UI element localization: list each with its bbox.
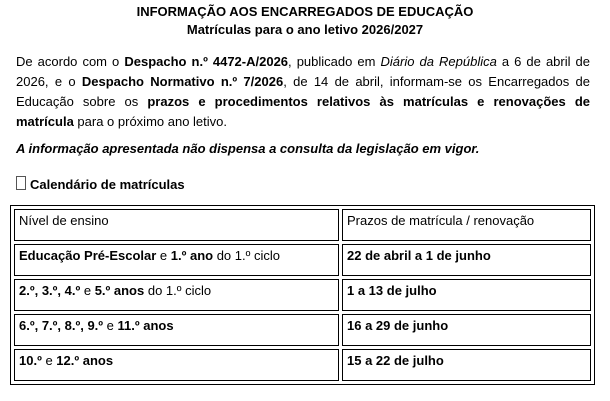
- deadline-cell: 1 a 13 de julho: [342, 279, 591, 311]
- education-level-segment: 5.º anos: [94, 283, 145, 298]
- deadline-cell: 16 a 29 de junho: [342, 314, 591, 346]
- education-level-segment: 2.º, 3.º, 4.º: [19, 283, 81, 298]
- diario-republica: Diário da República: [380, 54, 497, 69]
- education-level-segment: e: [103, 318, 118, 333]
- education-level-segment: 12.º anos: [56, 353, 114, 368]
- prazos-highlight: prazos e procedimentos relativos às matrículas e renovações de matrícula: [16, 94, 590, 129]
- education-level-segment: do 1.º ciclo: [213, 248, 280, 263]
- education-level-cell: [14, 244, 339, 276]
- deadline-cell: 15 a 22 de julho: [342, 349, 591, 381]
- intro-text-5: para o próximo ano letivo.: [73, 114, 228, 129]
- deadline-cell: 22 de abril a 1 de junho: [342, 244, 591, 276]
- checkbox-icon[interactable]: [16, 176, 26, 190]
- education-level-segment: e: [41, 353, 57, 368]
- intro-text-1: De acordo com o: [16, 54, 125, 69]
- education-level-cell: [14, 349, 339, 381]
- intro-text-4: , de 14 de abril, informam-se os Encarregados de Educação sobre os: [16, 74, 590, 109]
- document-title: INFORMAÇÃO AOS ENCARREGADOS DE EDUCAÇÃO: [136, 4, 474, 19]
- education-level-cell: [14, 279, 339, 311]
- enrollment-calendar-table: [10, 205, 595, 385]
- table-row: [14, 349, 591, 381]
- header-deadline: Prazos de matrícula / renovação: [342, 209, 591, 241]
- legislation-note: A informação apresentada não dispensa a consulta da legislação em vigor.: [16, 141, 480, 156]
- table-row: [14, 244, 591, 276]
- section-heading: [16, 176, 185, 192]
- education-level-segment: e: [156, 248, 171, 263]
- section-title: Calendário de matrículas: [30, 177, 185, 192]
- intro-text-3: a 6 de abril de 2026, e o: [16, 54, 591, 89]
- education-level-segment: 10.º: [19, 353, 42, 368]
- table-row: [14, 279, 591, 311]
- despacho-reference: Despacho n.º 4472-A/2026: [124, 54, 289, 69]
- education-level-segment: do 1.º ciclo: [144, 283, 212, 298]
- education-level-segment: e: [80, 283, 95, 298]
- document-subtitle: Matrículas para o ano letivo 2026/2027: [186, 22, 424, 37]
- header-level: Nível de ensino: [14, 209, 339, 241]
- intro-text-2: , publicado em: [288, 54, 381, 69]
- education-level-segment: 1.º ano: [170, 248, 214, 263]
- education-level-segment: Educação Pré-Escolar: [19, 248, 157, 263]
- education-level-segment: 6.º, 7.º, 8.º, 9.º: [19, 318, 104, 333]
- despacho-normativo-reference: Despacho Normativo n.º 7/2026: [81, 74, 284, 89]
- table-header-row: [14, 209, 591, 241]
- intro-paragraph: [16, 52, 590, 132]
- education-level-segment: 11.º anos: [117, 318, 174, 333]
- table-row: [14, 314, 591, 346]
- education-level-cell: [14, 314, 339, 346]
